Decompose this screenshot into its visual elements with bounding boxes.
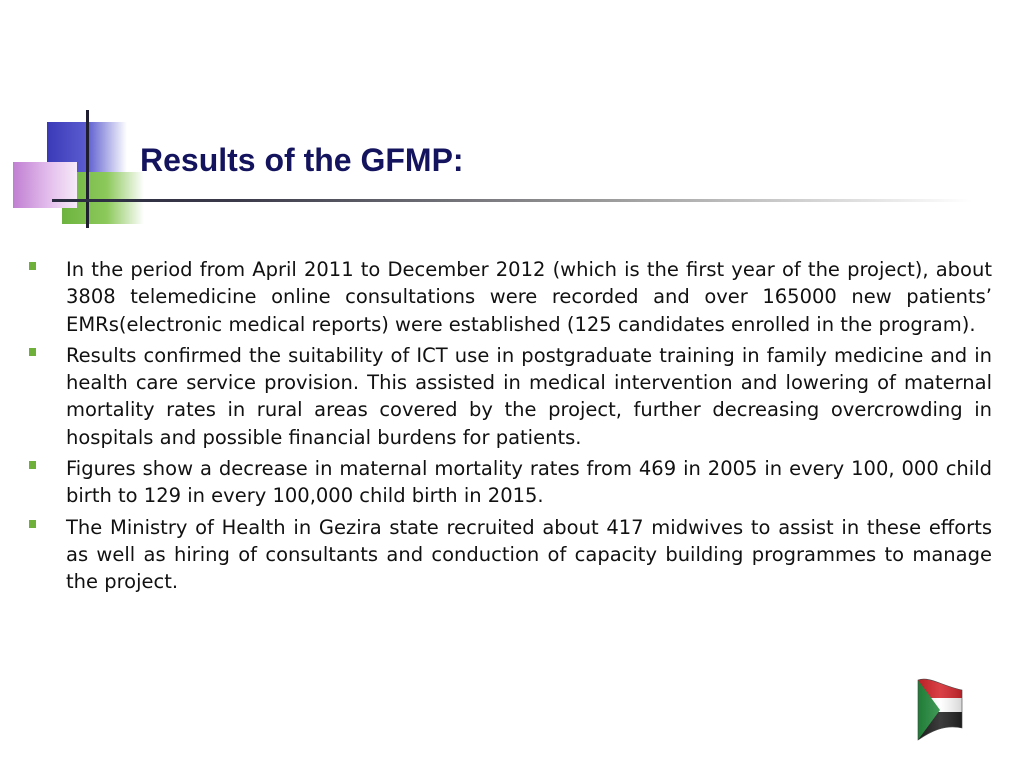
- bullet-text: Results confirmed the suitability of ICT use in postgraduate training in family medicine and in health care service provision. This assisted in medical intervention and lowering of maternal mortality rates in rural areas covered by the project, further decreasing overcrowding in hospitals and possible financial burdens for patients.: [66, 343, 992, 449]
- bullet-item: [28, 256, 992, 338]
- bullet-list: [28, 256, 992, 600]
- bullet-item: [28, 342, 992, 451]
- bullet-text: The Ministry of Health in Gezira state recruited about 417 midwives to assist in these efforts as well as hiring of consultants and conduction of capacity building programmes to manage the project.: [66, 515, 992, 594]
- square-bullet-icon: [29, 461, 36, 469]
- bullet-item: [28, 455, 992, 510]
- bullet-item: [28, 514, 992, 596]
- square-bullet-icon: [29, 348, 36, 356]
- bullet-text: In the period from April 2011 to December 2012 (which is the first year of the project), about 3808 telemedicine online consultations were recorded and over 165000 new patients’ EMRs(electronic medical reports) were established (125 candidates enrolled in the program).: [66, 258, 992, 336]
- bullet-text: Figures show a decrease in maternal mortality rates from 469 in 2005 in every 100, 000 child birth to 129 in every 100,000 child birth in 2015.: [66, 457, 992, 508]
- decorative-vertical-line: [86, 110, 89, 228]
- square-bullet-icon: [29, 520, 36, 528]
- square-bullet-icon: [29, 262, 36, 270]
- title-underline: [52, 199, 972, 202]
- slide-title: Results of the GFMP:: [140, 142, 464, 178]
- sudan-flag-icon: [914, 676, 966, 744]
